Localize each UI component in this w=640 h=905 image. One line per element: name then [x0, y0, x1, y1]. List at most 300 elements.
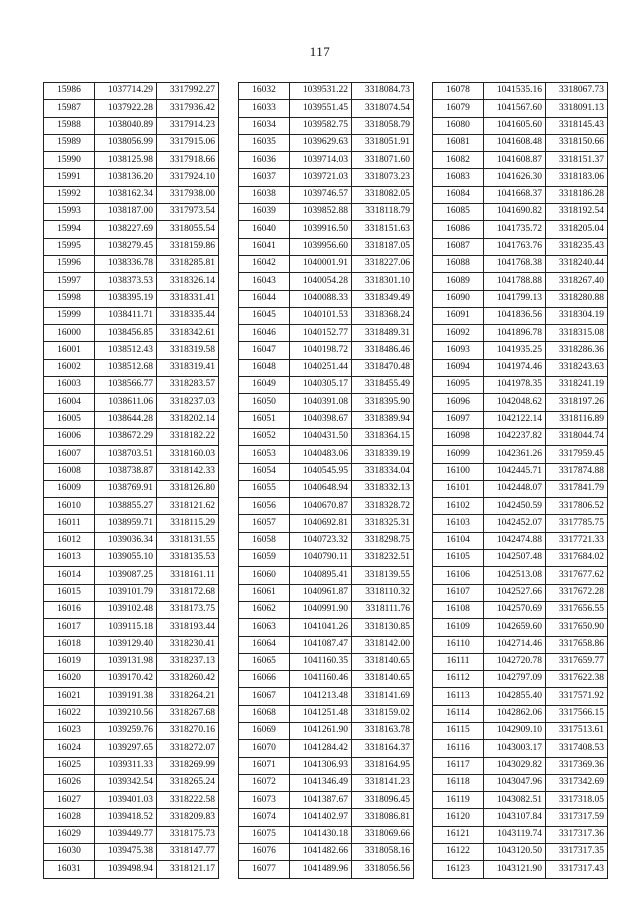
table-row: [239, 394, 414, 411]
point-id-cell: 16082: [433, 152, 484, 169]
x-coordinate-cell: 1039551.45: [290, 100, 352, 117]
y-coordinate-cell: 3317914.23: [157, 117, 219, 134]
y-coordinate-cell: 3317915.06: [157, 134, 219, 151]
point-id-cell: 16003: [44, 377, 95, 394]
y-coordinate-cell: 3318326.14: [157, 273, 219, 290]
y-coordinate-cell: 3318091.13: [546, 100, 608, 117]
table-row: [433, 844, 608, 861]
point-id-cell: 16114: [433, 705, 484, 722]
table-row: [239, 342, 414, 359]
y-coordinate-cell: 3317513.61: [546, 722, 608, 739]
table-row: [239, 584, 414, 601]
table-row: [239, 446, 414, 463]
table-row: [239, 255, 414, 272]
table-row: [433, 532, 608, 549]
point-id-cell: 16059: [239, 550, 290, 567]
table-row: [433, 463, 608, 480]
table-row: [44, 134, 219, 151]
y-coordinate-cell: 3318058.16: [352, 844, 414, 861]
table-row: [44, 255, 219, 272]
table-row: [239, 204, 414, 221]
x-coordinate-cell: 1039582.75: [290, 117, 352, 134]
y-coordinate-cell: 3318141.69: [352, 688, 414, 705]
point-id-cell: 16088: [433, 255, 484, 272]
y-coordinate-cell: 3318086.81: [352, 809, 414, 826]
point-id-cell: 16071: [239, 757, 290, 774]
table-row: [44, 238, 219, 255]
table-row: [433, 359, 608, 376]
y-coordinate-cell: 3318118.79: [352, 204, 414, 221]
y-coordinate-cell: 3318135.53: [157, 550, 219, 567]
table-row: [239, 550, 414, 567]
point-id-cell: 16123: [433, 861, 484, 878]
y-coordinate-cell: 3318074.54: [352, 100, 414, 117]
table-row: [44, 83, 219, 100]
x-coordinate-cell: 1042237.82: [484, 428, 546, 445]
point-id-cell: 16068: [239, 705, 290, 722]
point-id-cell: 15999: [44, 307, 95, 324]
coordinate-table-left: [43, 82, 219, 879]
point-id-cell: 16038: [239, 186, 290, 203]
y-coordinate-cell: 3317622.38: [546, 671, 608, 688]
point-id-cell: 16053: [239, 446, 290, 463]
point-id-cell: 16087: [433, 238, 484, 255]
table-row: [44, 705, 219, 722]
table-row: [239, 100, 414, 117]
y-coordinate-cell: 3318285.81: [157, 255, 219, 272]
table-row: [44, 809, 219, 826]
point-id-cell: 15991: [44, 169, 95, 186]
table-row: [44, 152, 219, 169]
point-id-cell: 16079: [433, 100, 484, 117]
table-row: [44, 671, 219, 688]
x-coordinate-cell: 1040692.81: [290, 515, 352, 532]
y-coordinate-cell: 3317658.86: [546, 636, 608, 653]
x-coordinate-cell: 1039916.50: [290, 221, 352, 238]
table-row: [44, 428, 219, 445]
point-id-cell: 16014: [44, 567, 95, 584]
x-coordinate-cell: 1040483.06: [290, 446, 352, 463]
point-id-cell: 16067: [239, 688, 290, 705]
x-coordinate-cell: 1039170.42: [95, 671, 157, 688]
y-coordinate-cell: 3318160.03: [157, 446, 219, 463]
y-coordinate-cell: 3318172.68: [157, 584, 219, 601]
x-coordinate-cell: 1041608.87: [484, 152, 546, 169]
table-row: [44, 221, 219, 238]
y-coordinate-cell: 3318055.54: [157, 221, 219, 238]
y-coordinate-cell: 3318056.56: [352, 861, 414, 878]
table-row: [239, 601, 414, 618]
y-coordinate-cell: 3318161.11: [157, 567, 219, 584]
table-row: [433, 792, 608, 809]
y-coordinate-cell: 3318331.41: [157, 290, 219, 307]
x-coordinate-cell: 1043082.51: [484, 792, 546, 809]
point-id-cell: 16070: [239, 740, 290, 757]
point-id-cell: 16106: [433, 567, 484, 584]
table-row: [239, 498, 414, 515]
y-coordinate-cell: 3318298.75: [352, 532, 414, 549]
table-row: [433, 722, 608, 739]
page-number: 117: [309, 44, 331, 59]
point-id-cell: 16069: [239, 722, 290, 739]
point-id-cell: 16002: [44, 359, 95, 376]
x-coordinate-cell: 1040305.17: [290, 377, 352, 394]
x-coordinate-cell: 1040152.77: [290, 325, 352, 342]
x-coordinate-cell: 1038411.71: [95, 307, 157, 324]
x-coordinate-cell: 1042122.14: [484, 411, 546, 428]
x-coordinate-cell: 1040198.72: [290, 342, 352, 359]
table-row: [433, 307, 608, 324]
point-id-cell: 16107: [433, 584, 484, 601]
y-coordinate-cell: 3318470.48: [352, 359, 414, 376]
table-row: [433, 411, 608, 428]
x-coordinate-cell: 1039311.33: [95, 757, 157, 774]
x-coordinate-cell: 1041768.38: [484, 255, 546, 272]
point-id-cell: 16080: [433, 117, 484, 134]
table-row: [433, 826, 608, 843]
point-id-cell: 15986: [44, 83, 95, 100]
x-coordinate-cell: 1041346.49: [290, 774, 352, 791]
x-coordinate-cell: 1043029.82: [484, 757, 546, 774]
y-coordinate-cell: 3318084.73: [352, 83, 414, 100]
y-coordinate-cell: 3318183.06: [546, 169, 608, 186]
table-row: [44, 204, 219, 221]
table-row: [239, 186, 414, 203]
y-coordinate-cell: 3318328.72: [352, 498, 414, 515]
table-row: [433, 619, 608, 636]
table-row: [239, 826, 414, 843]
y-coordinate-cell: 3318175.73: [157, 826, 219, 843]
point-id-cell: 16099: [433, 446, 484, 463]
x-coordinate-cell: 1039498.94: [95, 861, 157, 878]
y-coordinate-cell: 3317959.45: [546, 446, 608, 463]
x-coordinate-cell: 1041306.93: [290, 757, 352, 774]
table-row: [44, 411, 219, 428]
table-row: [239, 740, 414, 757]
x-coordinate-cell: 1041160.35: [290, 653, 352, 670]
point-id-cell: 16097: [433, 411, 484, 428]
table-row: [239, 861, 414, 878]
point-id-cell: 16015: [44, 584, 95, 601]
y-coordinate-cell: 3318182.22: [157, 428, 219, 445]
table-row: [433, 290, 608, 307]
x-coordinate-cell: 1040790.11: [290, 550, 352, 567]
table-row: [44, 584, 219, 601]
point-id-cell: 16119: [433, 792, 484, 809]
y-coordinate-cell: 3318197.26: [546, 394, 608, 411]
x-coordinate-cell: 1037714.29: [95, 83, 157, 100]
point-id-cell: 16004: [44, 394, 95, 411]
point-id-cell: 16078: [433, 83, 484, 100]
point-id-cell: 16112: [433, 671, 484, 688]
point-id-cell: 16017: [44, 619, 95, 636]
point-id-cell: 16026: [44, 774, 95, 791]
x-coordinate-cell: 1042570.69: [484, 601, 546, 618]
point-id-cell: 16120: [433, 809, 484, 826]
point-id-cell: 16083: [433, 169, 484, 186]
y-coordinate-cell: 3317317.36: [546, 826, 608, 843]
x-coordinate-cell: 1041567.60: [484, 100, 546, 117]
x-coordinate-cell: 1038769.91: [95, 480, 157, 497]
table-row: [44, 757, 219, 774]
point-id-cell: 16102: [433, 498, 484, 515]
y-coordinate-cell: 3317318.05: [546, 792, 608, 809]
y-coordinate-cell: 3317973.54: [157, 204, 219, 221]
x-coordinate-cell: 1041935.25: [484, 342, 546, 359]
table-row: [433, 688, 608, 705]
y-coordinate-cell: 3318082.05: [352, 186, 414, 203]
x-coordinate-cell: 1038512.43: [95, 342, 157, 359]
x-coordinate-cell: 1041087.47: [290, 636, 352, 653]
y-coordinate-cell: 3318205.04: [546, 221, 608, 238]
point-id-cell: 16005: [44, 411, 95, 428]
point-id-cell: 15993: [44, 204, 95, 221]
point-id-cell: 15996: [44, 255, 95, 272]
y-coordinate-cell: 3318486.46: [352, 342, 414, 359]
table-row: [433, 169, 608, 186]
x-coordinate-cell: 1042862.06: [484, 705, 546, 722]
y-coordinate-cell: 3318164.95: [352, 757, 414, 774]
y-coordinate-cell: 3318339.19: [352, 446, 414, 463]
x-coordinate-cell: 1043119.74: [484, 826, 546, 843]
point-id-cell: 16007: [44, 446, 95, 463]
x-coordinate-cell: 1039746.57: [290, 186, 352, 203]
y-coordinate-cell: 3318389.94: [352, 411, 414, 428]
table-row: [239, 221, 414, 238]
table-row: [44, 446, 219, 463]
table-row: [239, 480, 414, 497]
x-coordinate-cell: 1039102.48: [95, 601, 157, 618]
x-coordinate-cell: 1041041.26: [290, 619, 352, 636]
x-coordinate-cell: 1039210.56: [95, 705, 157, 722]
x-coordinate-cell: 1038162.34: [95, 186, 157, 203]
point-id-cell: 16044: [239, 290, 290, 307]
point-id-cell: 15997: [44, 273, 95, 290]
point-id-cell: 16096: [433, 394, 484, 411]
point-id-cell: 16018: [44, 636, 95, 653]
y-coordinate-cell: 3318192.54: [546, 204, 608, 221]
y-coordinate-cell: 3318395.90: [352, 394, 414, 411]
y-coordinate-cell: 3318126.80: [157, 480, 219, 497]
table-row: [433, 550, 608, 567]
point-id-cell: 16076: [239, 844, 290, 861]
table-row: [239, 273, 414, 290]
point-id-cell: 16072: [239, 774, 290, 791]
x-coordinate-cell: 1043003.17: [484, 740, 546, 757]
table-row: [239, 792, 414, 809]
point-id-cell: 16104: [433, 532, 484, 549]
y-coordinate-cell: 3318186.28: [546, 186, 608, 203]
table-row: [433, 428, 608, 445]
y-coordinate-cell: 3318270.16: [157, 722, 219, 739]
y-coordinate-cell: 3318150.66: [546, 134, 608, 151]
y-coordinate-cell: 3317317.59: [546, 809, 608, 826]
x-coordinate-cell: 1042720.78: [484, 653, 546, 670]
x-coordinate-cell: 1041668.37: [484, 186, 546, 203]
table-row: [433, 774, 608, 791]
point-id-cell: 16046: [239, 325, 290, 342]
y-coordinate-cell: 3318319.41: [157, 359, 219, 376]
y-coordinate-cell: 3317785.75: [546, 515, 608, 532]
y-coordinate-cell: 3317924.10: [157, 169, 219, 186]
y-coordinate-cell: 3318240.44: [546, 255, 608, 272]
table-row: [433, 83, 608, 100]
y-coordinate-cell: 3318227.06: [352, 255, 414, 272]
point-id-cell: 15988: [44, 117, 95, 134]
table-row: [433, 117, 608, 134]
y-coordinate-cell: 3318280.88: [546, 290, 608, 307]
point-id-cell: 16013: [44, 550, 95, 567]
x-coordinate-cell: 1041251.48: [290, 705, 352, 722]
table-row: [239, 809, 414, 826]
table-row: [239, 619, 414, 636]
point-id-cell: 16062: [239, 601, 290, 618]
x-coordinate-cell: 1042714.46: [484, 636, 546, 653]
x-coordinate-cell: 1040723.32: [290, 532, 352, 549]
point-id-cell: 16021: [44, 688, 95, 705]
point-id-cell: 16092: [433, 325, 484, 342]
table-row: [44, 342, 219, 359]
x-coordinate-cell: 1038279.45: [95, 238, 157, 255]
x-coordinate-cell: 1041788.88: [484, 273, 546, 290]
x-coordinate-cell: 1042507.48: [484, 550, 546, 567]
table-row: [239, 169, 414, 186]
table-row: [44, 722, 219, 739]
y-coordinate-cell: 3318096.45: [352, 792, 414, 809]
x-coordinate-cell: 1039629.63: [290, 134, 352, 151]
x-coordinate-cell: 1041605.60: [484, 117, 546, 134]
coordinate-table-middle: [238, 82, 414, 879]
point-id-cell: 16077: [239, 861, 290, 878]
point-id-cell: 16108: [433, 601, 484, 618]
table-row: [44, 307, 219, 324]
y-coordinate-cell: 3318151.63: [352, 221, 414, 238]
table-row: [44, 792, 219, 809]
y-coordinate-cell: 3318230.41: [157, 636, 219, 653]
table-row: [239, 238, 414, 255]
point-id-cell: 16103: [433, 515, 484, 532]
point-id-cell: 16098: [433, 428, 484, 445]
point-id-cell: 16042: [239, 255, 290, 272]
table-row: [239, 377, 414, 394]
point-id-cell: 16029: [44, 826, 95, 843]
x-coordinate-cell: 1038187.00: [95, 204, 157, 221]
table-row: [44, 774, 219, 791]
table-row: [239, 307, 414, 324]
x-coordinate-cell: 1042452.07: [484, 515, 546, 532]
x-coordinate-cell: 1040054.28: [290, 273, 352, 290]
x-coordinate-cell: 1041402.97: [290, 809, 352, 826]
x-coordinate-cell: 1040398.67: [290, 411, 352, 428]
table-row: [44, 117, 219, 134]
table-row: [433, 653, 608, 670]
x-coordinate-cell: 1038336.78: [95, 255, 157, 272]
table-row: [433, 446, 608, 463]
point-id-cell: 16084: [433, 186, 484, 203]
y-coordinate-cell: 3318121.62: [157, 498, 219, 515]
coordinate-table-right: [432, 82, 608, 879]
y-coordinate-cell: 3318332.13: [352, 480, 414, 497]
y-coordinate-cell: 3318115.29: [157, 515, 219, 532]
x-coordinate-cell: 1039714.03: [290, 152, 352, 169]
y-coordinate-cell: 3318334.04: [352, 463, 414, 480]
y-coordinate-cell: 3318286.36: [546, 342, 608, 359]
point-id-cell: 16010: [44, 498, 95, 515]
x-coordinate-cell: 1041626.30: [484, 169, 546, 186]
x-coordinate-cell: 1039055.10: [95, 550, 157, 567]
point-id-cell: 16118: [433, 774, 484, 791]
x-coordinate-cell: 1038373.53: [95, 273, 157, 290]
x-coordinate-cell: 1042855.40: [484, 688, 546, 705]
x-coordinate-cell: 1039131.98: [95, 653, 157, 670]
point-id-cell: 16057: [239, 515, 290, 532]
point-id-cell: 16039: [239, 204, 290, 221]
table-row: [44, 740, 219, 757]
table-row: [44, 567, 219, 584]
point-id-cell: 16000: [44, 325, 95, 342]
y-coordinate-cell: 3317656.55: [546, 601, 608, 618]
y-coordinate-cell: 3318342.61: [157, 325, 219, 342]
table-row: [433, 567, 608, 584]
x-coordinate-cell: 1037922.28: [95, 100, 157, 117]
table-row: [239, 567, 414, 584]
table-row: [433, 204, 608, 221]
x-coordinate-cell: 1040251.44: [290, 359, 352, 376]
y-coordinate-cell: 3318319.58: [157, 342, 219, 359]
y-coordinate-cell: 3318173.75: [157, 601, 219, 618]
y-coordinate-cell: 3318159.02: [352, 705, 414, 722]
x-coordinate-cell: 1041284.42: [290, 740, 352, 757]
table-row: [239, 290, 414, 307]
y-coordinate-cell: 3317672.28: [546, 584, 608, 601]
x-coordinate-cell: 1041799.13: [484, 290, 546, 307]
table-row: [239, 463, 414, 480]
x-coordinate-cell: 1039297.65: [95, 740, 157, 757]
x-coordinate-cell: 1039087.25: [95, 567, 157, 584]
x-coordinate-cell: 1042909.10: [484, 722, 546, 739]
x-coordinate-cell: 1038227.69: [95, 221, 157, 238]
y-coordinate-cell: 3318267.40: [546, 273, 608, 290]
point-id-cell: 16045: [239, 307, 290, 324]
x-coordinate-cell: 1041978.35: [484, 377, 546, 394]
table-row: [44, 377, 219, 394]
point-id-cell: 16122: [433, 844, 484, 861]
table-row: [44, 359, 219, 376]
point-id-cell: 16061: [239, 584, 290, 601]
table-row: [44, 619, 219, 636]
y-coordinate-cell: 3317571.92: [546, 688, 608, 705]
point-id-cell: 16040: [239, 221, 290, 238]
point-id-cell: 16117: [433, 757, 484, 774]
point-id-cell: 16064: [239, 636, 290, 653]
x-coordinate-cell: 1038136.20: [95, 169, 157, 186]
point-id-cell: 16075: [239, 826, 290, 843]
y-coordinate-cell: 3318164.37: [352, 740, 414, 757]
y-coordinate-cell: 3318301.10: [352, 273, 414, 290]
y-coordinate-cell: 3318145.43: [546, 117, 608, 134]
table-row: [433, 809, 608, 826]
table-row: [433, 100, 608, 117]
table-row: [44, 550, 219, 567]
point-id-cell: 16032: [239, 83, 290, 100]
table-row: [44, 688, 219, 705]
table-row: [433, 238, 608, 255]
point-id-cell: 16105: [433, 550, 484, 567]
table-row: [433, 255, 608, 272]
x-coordinate-cell: 1041489.96: [290, 861, 352, 878]
x-coordinate-cell: 1041836.56: [484, 307, 546, 324]
table-row: [239, 134, 414, 151]
